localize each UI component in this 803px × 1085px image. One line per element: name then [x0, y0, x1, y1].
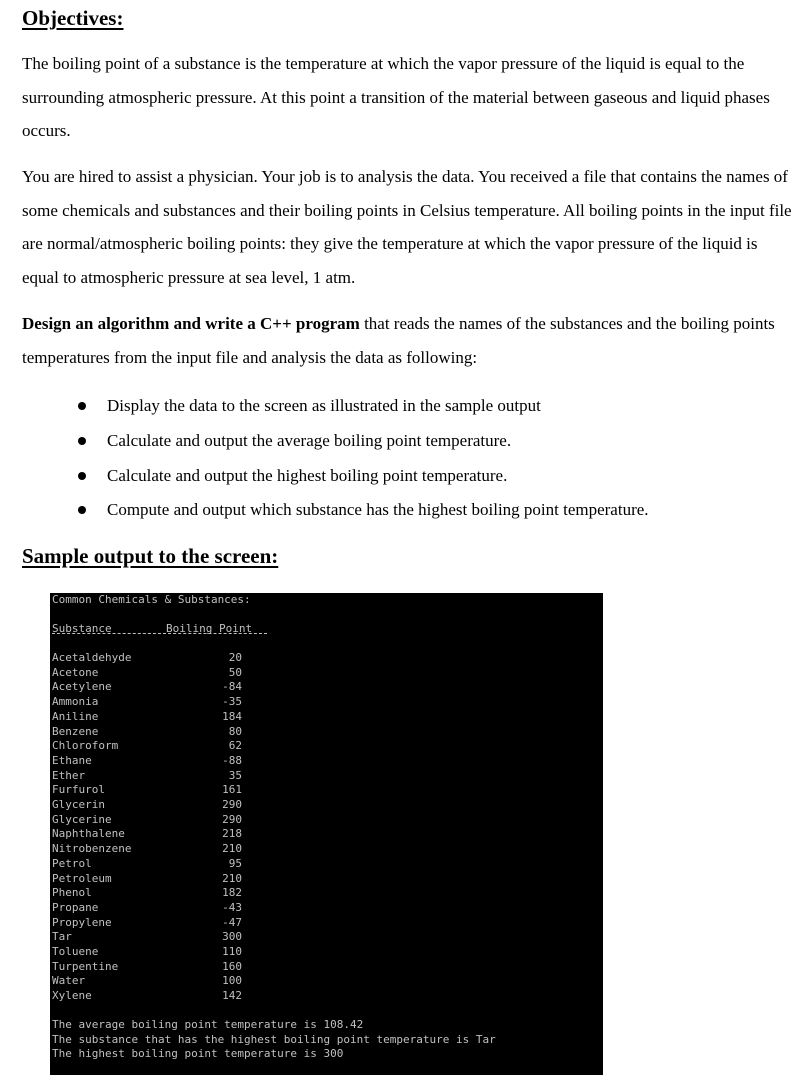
requirement-text: Display the data to the screen as illustrated in the sample output: [107, 396, 541, 415]
substance-name: Turpentine: [52, 959, 119, 973]
boiling-point-value: 20: [228, 651, 242, 664]
substance-row: [52, 769, 242, 784]
requirement-item: [78, 389, 649, 424]
boiling-point-value: 218: [222, 827, 242, 841]
header-divider: [52, 633, 267, 634]
substance-name: Naphthalene: [52, 827, 125, 841]
substance-row: [52, 960, 242, 975]
boiling-point-value: -43: [222, 900, 242, 914]
substance-row: [52, 872, 242, 887]
substance-name: Water: [52, 974, 86, 988]
boiling-point-value: 290: [222, 812, 242, 826]
objectives-heading: Objectives:: [22, 6, 124, 30]
boiling-point-value: -47: [222, 915, 242, 929]
boiling-point-value: 142: [222, 989, 242, 1003]
boiling-point-value: -35: [222, 695, 242, 709]
highest-temp-output-line: The highest boiling point temperature is 300: [52, 1047, 344, 1060]
boiling-point-value: 300: [222, 930, 242, 944]
design-rest-text: that reads the names of the substances and the boiling points temperatures from the input file and analysis the data as following:: [22, 314, 775, 367]
substance-name: Phenol: [52, 886, 92, 900]
substance-name: Propane: [52, 900, 99, 914]
boiling-point-value: -88: [222, 753, 242, 767]
substance-row: [52, 989, 242, 1004]
substance-row: [52, 901, 242, 916]
substance-row: [52, 842, 242, 857]
substance-row: [52, 916, 242, 931]
requirements-list: [78, 389, 649, 528]
average-output-line: The average boiling point temperature is 108.42: [52, 1018, 364, 1031]
sample-output-heading: Sample output to the screen:: [22, 544, 279, 568]
substance-name: Furfurol: [52, 783, 105, 797]
substance-name: Toluene: [52, 945, 99, 958]
requirement-item: [78, 459, 649, 494]
boiling-point-value: 80: [228, 724, 242, 738]
substance-name: Xylene: [52, 989, 92, 1003]
substance-name: Aniline: [52, 709, 99, 723]
substance-row: [52, 798, 242, 813]
substance-row: [52, 725, 242, 740]
substance-row: [52, 857, 242, 872]
boiling-point-value: 62: [228, 739, 242, 753]
substance-name: Propylene: [52, 915, 112, 929]
substance-name: Glycerin: [52, 798, 105, 811]
requirement-text: Calculate and output the average boiling point temperature.: [107, 430, 512, 450]
highest-substance-output-line: The substance that has the highest boiling point temperature is Tar: [52, 1032, 496, 1046]
substance-name: Acetaldehyde: [52, 651, 132, 664]
bullet-icon: [78, 437, 86, 445]
boiling-point-value: -84: [222, 680, 242, 694]
boiling-point-value: 95: [228, 856, 242, 870]
boiling-point-value: 184: [222, 709, 242, 723]
column-header-substance: Substance: [52, 622, 112, 635]
bullet-icon: [78, 506, 86, 514]
substance-row: [52, 680, 242, 695]
substance-name: Ammonia: [52, 695, 99, 709]
substance-name: Acetylene: [52, 680, 112, 694]
substance-row: [52, 695, 242, 710]
boiling-point-value: 100: [222, 974, 242, 988]
substance-row: [52, 666, 242, 681]
console-screenshot: [50, 593, 603, 1075]
substance-row: [52, 813, 242, 828]
substance-name: Tar: [52, 930, 72, 944]
substance-name: Acetone: [52, 665, 99, 679]
boiling-point-value: 110: [222, 945, 242, 958]
boiling-point-value: 160: [222, 959, 242, 973]
substance-row: [52, 651, 242, 666]
boiling-point-value: 50: [228, 665, 242, 679]
substance-row: [52, 930, 242, 945]
substance-row: [52, 754, 242, 769]
boiling-point-value: 290: [222, 798, 242, 811]
substance-row: [52, 827, 242, 842]
design-bold-text: Design an algorithm and write a C++ program: [22, 314, 360, 333]
substance-name: Ethane: [52, 753, 92, 767]
substance-row: [52, 783, 242, 798]
column-header-boiling-point: Boiling Point: [166, 622, 253, 635]
substance-row: [52, 710, 242, 725]
substance-name: Ether: [52, 768, 86, 782]
boiling-point-value: 210: [222, 871, 242, 885]
substance-name: Petrol: [52, 856, 92, 870]
substance-name: Nitrobenzene: [52, 842, 132, 856]
bullet-icon: [78, 402, 86, 410]
substance-row: [52, 886, 242, 901]
bullet-icon: [78, 472, 86, 480]
console-title: Common Chemicals & Substances:: [52, 593, 251, 606]
boiling-point-value: 161: [222, 783, 242, 797]
design-paragraph: [22, 307, 792, 374]
boiling-point-value: 210: [222, 842, 242, 856]
task-paragraph: You are hired to assist a physician. Your job is to analysis the data. You received a file that contains the names of some chemicals and substances and their boiling points in Celsius temperature. All boiling points in the input file are normal/atmospheric boiling points: they give the temperature at which the vapor pressure of the liquid is equal to atmospheric pressure at sea level, 1 atm.: [22, 167, 792, 287]
substance-name: Petroleum: [52, 871, 112, 885]
requirement-text: Calculate and output the highest boiling point temperature.: [107, 465, 508, 485]
substance-name: Benzene: [52, 724, 99, 738]
substance-row: [52, 945, 242, 960]
boiling-point-value: 182: [222, 886, 242, 900]
intro-paragraph: The boiling point of a substance is the temperature at which the vapor pressure of the liquid is equal to the surrounding atmospheric pressure. At this point a transition of the material between gaseous and liquid phases occurs.: [22, 54, 770, 140]
substance-row: [52, 739, 242, 754]
boiling-point-value: 35: [228, 768, 242, 782]
requirement-text: Compute and output which substance has the highest boiling point temperature.: [107, 500, 649, 520]
requirement-item: [78, 493, 649, 528]
substance-name: Glycerine: [52, 812, 112, 826]
substance-row: [52, 974, 242, 989]
substance-name: Chloroform: [52, 739, 119, 753]
requirement-item: [78, 424, 649, 459]
